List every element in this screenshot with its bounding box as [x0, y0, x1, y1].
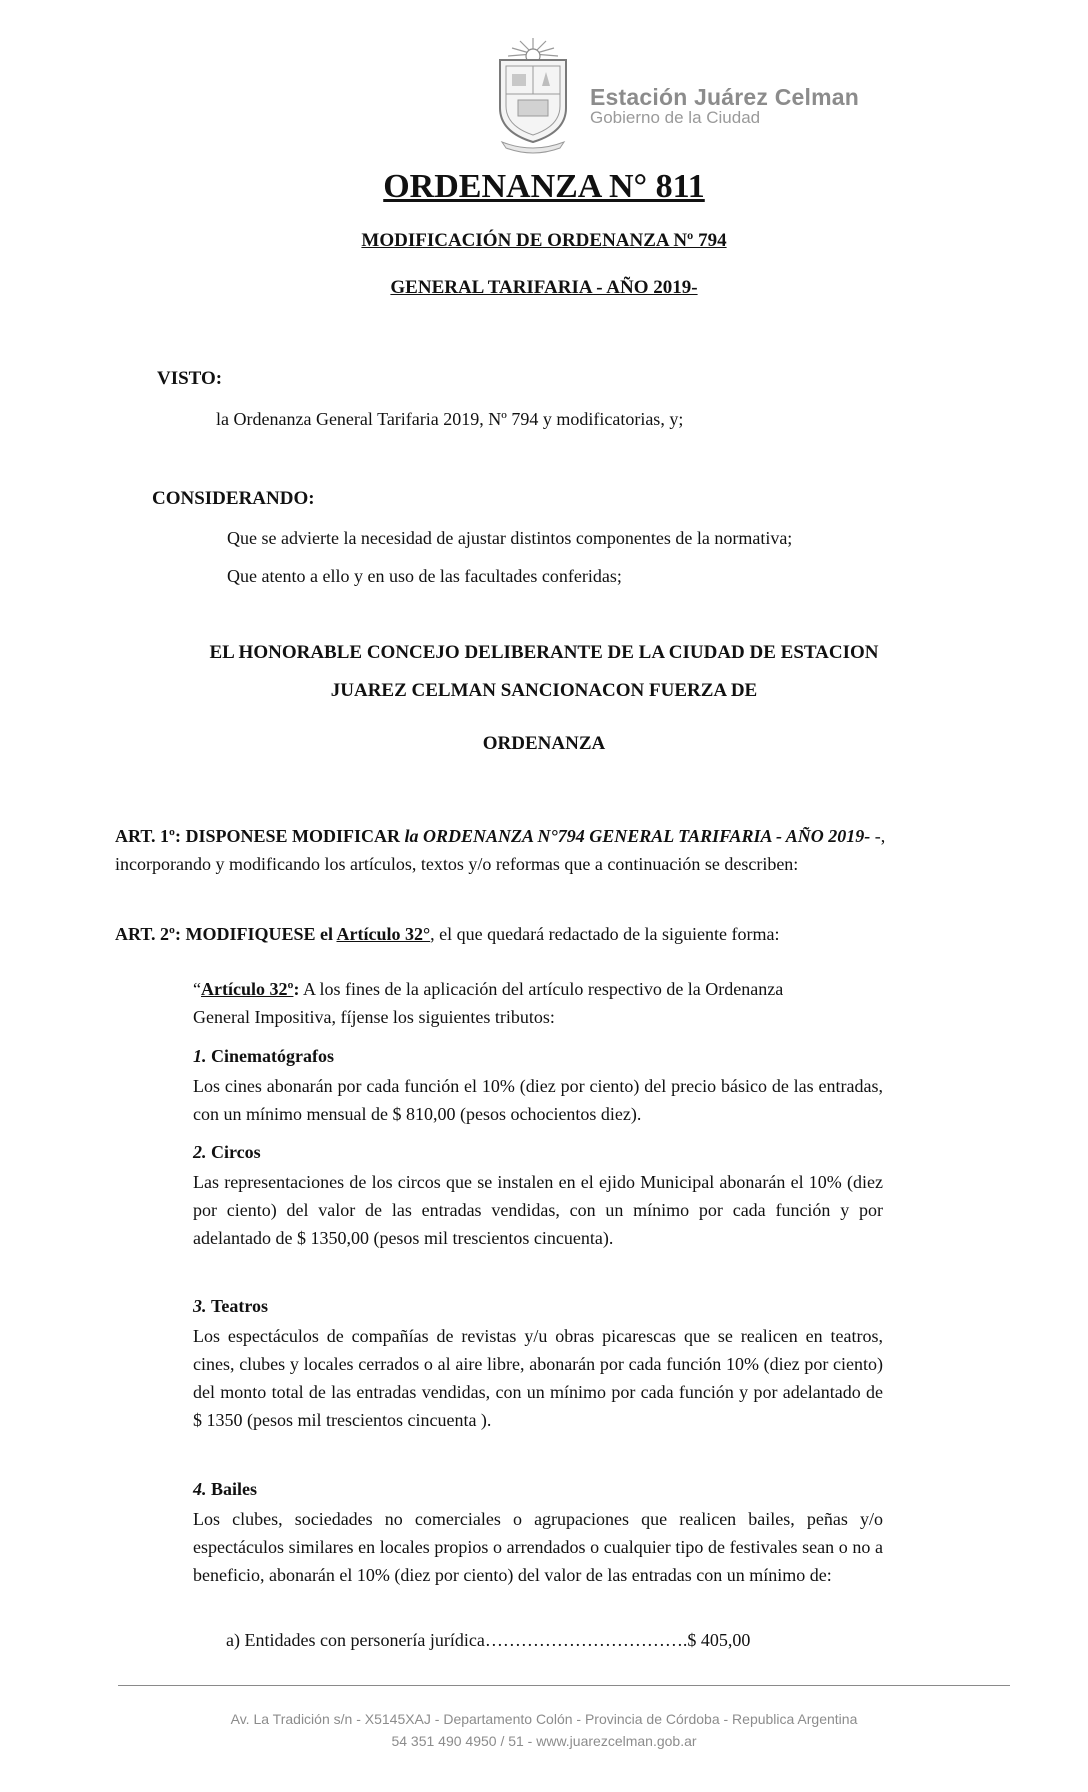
document-title: ORDENANZA N° 811 [383, 168, 705, 205]
sanciona-line-3: ORDENANZA [482, 733, 606, 754]
item-1-number: 1. [193, 1046, 207, 1066]
footer-contact: 54 351 490 4950 / 51 - www.juarezcelman.gob.ar [391, 1733, 697, 1749]
item-1-text: Los cines abonarán por cada función el 10% (diez por ciento) del precio básico de las entradas, con un mínimo mensual de $ 810,00 (pesos ochocientos diez). [193, 1076, 883, 1124]
coat-of-arms-icon [488, 36, 578, 156]
item-3-number: 3. [193, 1296, 207, 1316]
article-2-label: ART. 2º: MODIFIQUESE el [115, 924, 337, 944]
article-1-label: ART. 1º: DISPONESE MODIFICAR [115, 826, 405, 846]
document-subtitle-2: GENERAL TARIFARIA - AÑO 2019- [390, 277, 698, 298]
sanciona-line-1: EL HONORABLE CONCEJO DELIBERANTE DE LA CIUDAD DE ESTACION [209, 642, 879, 663]
article-2 [115, 920, 945, 948]
item-2-number: 2. [193, 1142, 207, 1162]
article-1-text: -, incorporando y modificando los artículos, textos y/o reformas que a continuación se describen: [115, 826, 886, 874]
org-subtitle: Gobierno de la Ciudad [590, 108, 761, 127]
visto-text: la Ordenanza General Tarifaria 2019, Nº 794 y modificatorias, y; [216, 409, 684, 429]
quote-open: “ [193, 979, 201, 999]
municipal-logo [488, 36, 578, 156]
item-4-number: 4. [193, 1479, 207, 1499]
article-2-reference: Artículo 32° [336, 924, 431, 944]
considerando-paragraph-1: Que se advierte la necesidad de ajustar distintos componentes de la normativa; [227, 528, 793, 548]
article-32-colon: : [293, 979, 300, 999]
item-2-title: Circos [211, 1142, 261, 1162]
article-32-intro-text: A los fines de la aplicación del artículo respectivo de la Ordenanza General Impositiva, fíjense los siguientes tributos: [193, 979, 784, 1027]
article-2-text: , el que quedará redactado de la siguiente forma: [430, 924, 780, 944]
item-4-text: Los clubes, sociedades no comerciales o agrupaciones que realicen bailes, peñas y/o espectáculos similares en locales propios o arrendados o cualquier tipo de festivales sean o no a beneficio, abonarán el 10% (diez por ciento) del valor de las entradas con un mínimo de: [193, 1509, 883, 1585]
item-2-text: Las representaciones de los circos que se instalen en el ejido Municipal abonarán el 10% (diez por ciento) del valor de las entradas vendidas, con un mínimo por cada función y por adelantado de $ 1350,00 (pesos mil trescientos cincuenta). [193, 1172, 883, 1248]
article-32-heading: Artículo 32º [201, 979, 294, 999]
item-4-heading [193, 1475, 257, 1503]
item-1-title: Cinematógrafos [211, 1046, 334, 1066]
footer-divider [118, 1685, 1010, 1686]
item-3-title: Teatros [211, 1296, 269, 1316]
item-2-heading [193, 1138, 261, 1166]
document-subtitle-1: MODIFICACIÓN DE ORDENANZA Nº 794 [361, 230, 727, 251]
org-name: Estación Juárez Celman [590, 84, 860, 110]
footer-address: Av. La Tradición s/n - X5145XAJ - Departamento Colón - Provincia de Córdoba - Republica Argentina [230, 1711, 858, 1727]
article-1-ordinance-reference: la ORDENANZA N°794 GENERAL TARIFARIA - AÑO 2019- [404, 826, 871, 846]
article-32-intro [193, 975, 803, 1031]
sanciona-line-2: JUAREZ CELMAN SANCIONACON FUERZA DE [330, 680, 758, 701]
item-3-heading [193, 1292, 268, 1320]
article-1 [115, 822, 945, 878]
item-4-title: Bailes [211, 1479, 258, 1499]
item-1-heading [193, 1042, 334, 1070]
visto-heading: VISTO: [157, 368, 223, 389]
item-4-sub-a: a) Entidades con personería jurídica…………………………….$ 405,00 [226, 1630, 751, 1650]
item-3-text: Los espectáculos de compañías de revistas y/u obras picarescas que se realicen en teatros, cines, clubes y locales cerrados o al aire libre, abonarán por cada función 10% (diez por ciento) del monto total de las entradas vendidas, con un mínimo por cada función y por adelantado de $ 1350 (pesos mil trescientos cincuenta ). [193, 1326, 883, 1430]
considerando-heading: CONSIDERANDO: [152, 488, 315, 509]
considerando-paragraph-2: Que atento a ello y en uso de las facultades conferidas; [227, 566, 622, 586]
